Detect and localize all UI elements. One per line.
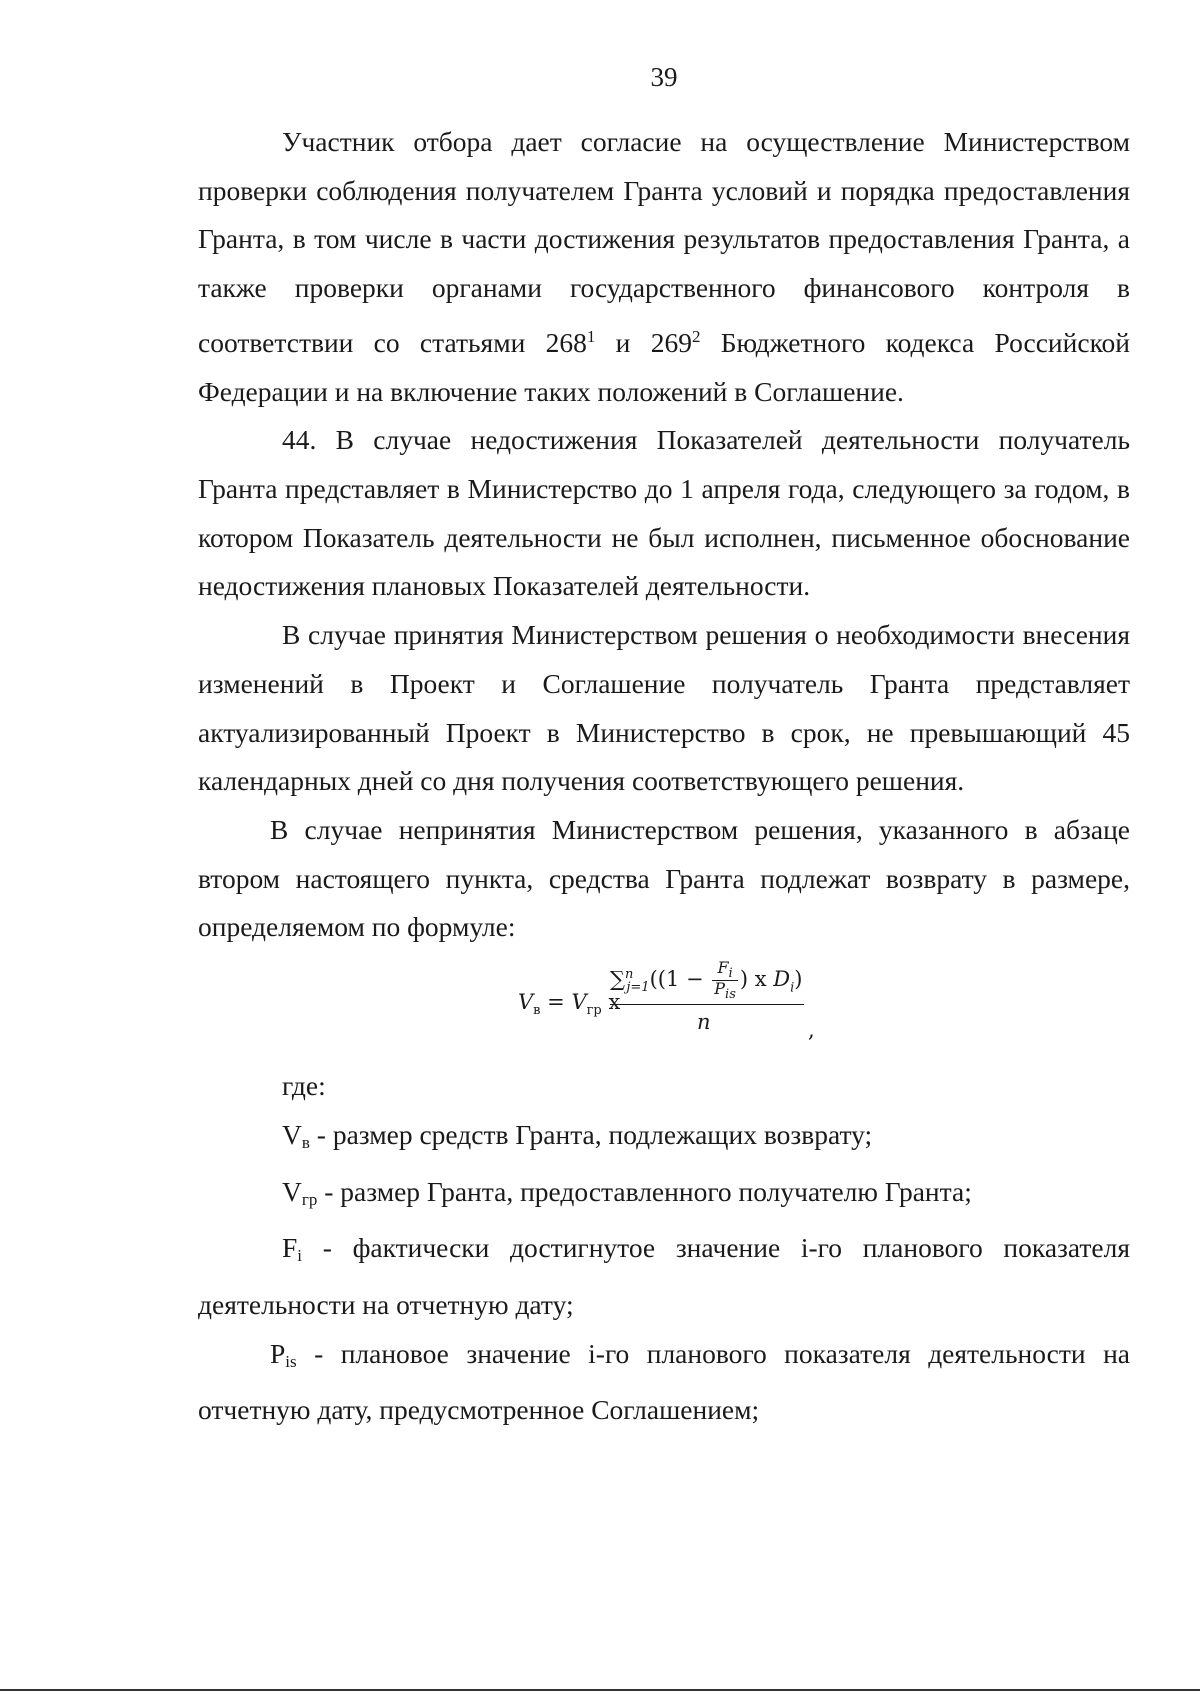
formula-close-mid: ) x <box>739 967 774 992</box>
paragraph-44: 44. В случае недостижения Показателей деятельности получатель Гранта представляет в Министерство до 1 апреля года, следующего за годом, в котором Показатель деятельности не был исполнен, письменное обоснование недостижения плановых Показателей деятельности. <box>198 424 1130 602</box>
definition-fi <box>198 1224 1130 1329</box>
def-pis-sub: is <box>285 1351 297 1371</box>
article-268-sup: 1 <box>586 326 596 346</box>
refund-formula <box>518 952 1130 1062</box>
article-269-sup: 2 <box>691 326 701 346</box>
paragraph-consent-and: и <box>595 326 651 358</box>
paragraph-consent-text: Участник отбора дает согласие на осуществление Министерством проверки соблюдения получателем Гранта условий и порядка предоставления Гранта, в том числе в части достижения результатов предоставления Гранта, а также проверки органами государственного финансового контроля в соответствии со статьями <box>198 126 1130 358</box>
article-268: 268 <box>545 326 587 358</box>
paragraph-consent-end: Бюджетного кодекса Российской Федерации и на включение таких положений в Соглашение. <box>198 326 1130 407</box>
article-269: 269 <box>650 326 692 358</box>
definition-pis <box>198 1330 1130 1435</box>
formula-pis: P <box>714 979 726 999</box>
def-vgr-symbol: V <box>282 1175 302 1207</box>
formula-comma: , <box>808 1018 815 1043</box>
sum-symbol: ∑ <box>610 967 625 992</box>
formula-equals: = <box>540 990 572 1015</box>
formula-close: ) <box>794 967 803 992</box>
formula-di-sub: i <box>790 980 795 996</box>
fi-over-pis <box>712 960 738 1001</box>
where-label: где: <box>282 1070 326 1102</box>
def-vv-sub: в <box>301 1132 310 1152</box>
formula-di: D <box>773 967 791 992</box>
sum-upper: n <box>625 967 634 983</box>
page-number: 39 <box>650 62 678 92</box>
def-fi-text: - фактически достигнутое значение i-го планового показателя деятельности на отчетную дату; <box>198 1232 1130 1320</box>
definition-vgr <box>198 1168 1130 1225</box>
formula-fi-sub: i <box>728 966 733 982</box>
formula-v: V <box>518 990 534 1015</box>
def-pis-text: - плановое значение i-го планового показателя деятельности на отчетную дату, предусмотренное Соглашением; <box>198 1337 1130 1426</box>
formula-fi: F <box>717 958 729 978</box>
formula-open: ((1 − <box>649 967 711 992</box>
formula-times: x <box>601 990 621 1015</box>
definition-vv <box>198 1111 1130 1168</box>
paragraph-changes: В случае принятия Министерством решения о необходимости внесения изменений в Проект и Соглашение получатель Гранта представляет актуализированный Проект в Министерство в срок, не превышающий 45 календарных дней со дня получения соответствующего решения. <box>198 619 1130 797</box>
sum-lower: j=1 <box>626 980 650 996</box>
def-fi-sub: i <box>297 1246 303 1266</box>
formula-pis-sub: is <box>725 987 736 1003</box>
def-fi-symbol: F <box>282 1232 298 1264</box>
formula-vgr-sub: гр <box>586 1003 602 1019</box>
paragraph-refund: В случае непринятия Министерством решения, указанного в абзаце втором настоящего пункта, средства Гранта подлежат возврату в размере, определяемом по формуле: <box>198 814 1130 943</box>
formula-vgr: V <box>571 990 587 1015</box>
document-body <box>198 118 1130 1435</box>
formula-v-sub: в <box>533 1003 541 1019</box>
paragraph-consent <box>198 118 1130 416</box>
page-bottom-edge <box>0 1689 1200 1691</box>
def-vv-symbol: V <box>282 1118 302 1150</box>
def-vgr-text: - размер Гранта, предоставленного получателю Гранта; <box>317 1175 972 1207</box>
formula-fraction-bar <box>610 1004 804 1005</box>
formula-denominator: n <box>697 1010 711 1035</box>
def-vgr-sub: гр <box>301 1189 318 1209</box>
def-vv-text: - размер средств Гранта, подлежащих возврату; <box>309 1118 873 1150</box>
formula-numerator <box>610 960 803 1001</box>
formula-lhs <box>518 992 620 1017</box>
def-pis-symbol: P <box>270 1337 286 1369</box>
